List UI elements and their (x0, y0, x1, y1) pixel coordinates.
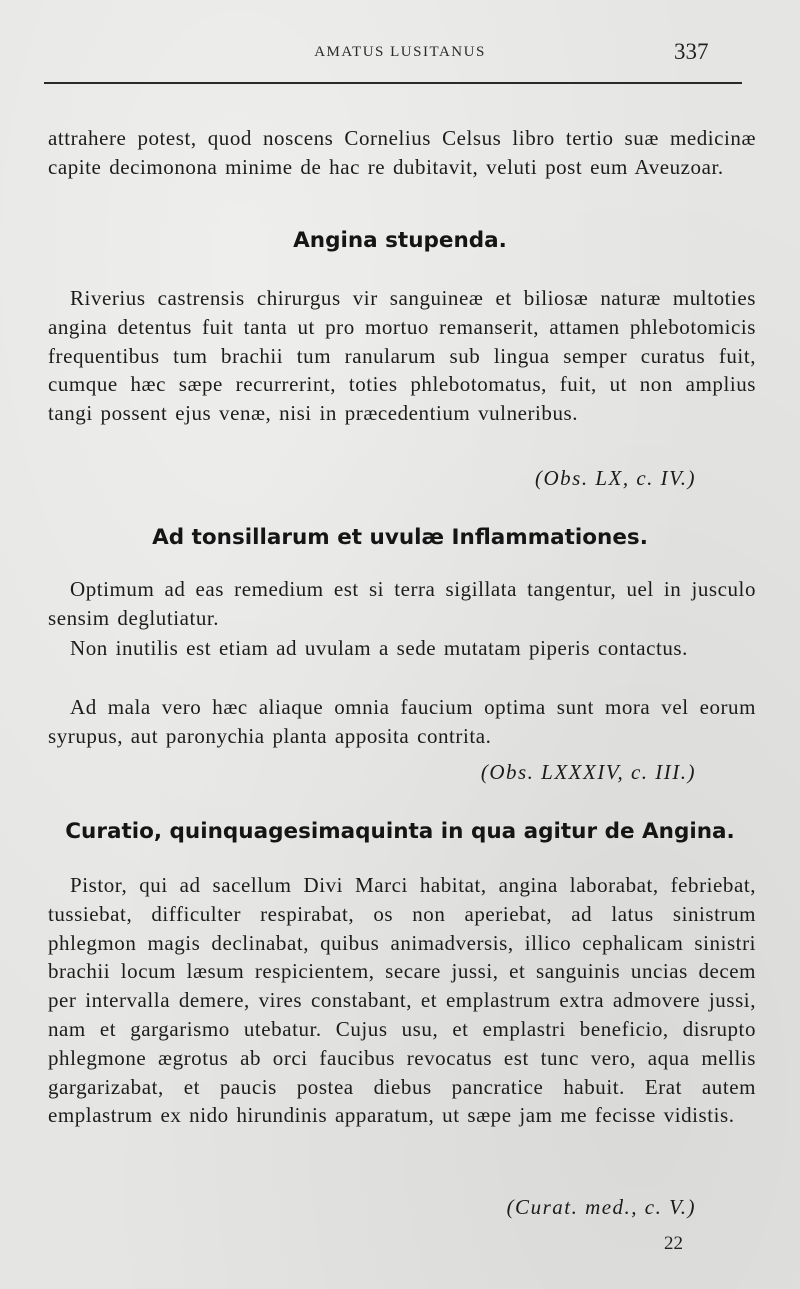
header-rule (44, 82, 742, 84)
section-heading-angina-stupenda: Angina stupenda. (293, 228, 507, 253)
section-heading-tonsillarum: Ad tonsillarum et uvulæ Inflammationes. (152, 525, 648, 550)
section-heading-curatio: Curatio, quinquagesimaquinta in qua agitur de Angina. (65, 819, 735, 844)
running-title: AMATUS LUSITANUS (314, 44, 486, 60)
section-3-source: (Curat. med., c. V.) (506, 1195, 696, 1219)
section-2-paragraph-3: Ad mala vero hæc aliaque omnia faucium optima sunt mora vel eorum syrupus, aut paronychia planta apposita contrita. (48, 695, 756, 748)
page-number: 337 (674, 39, 709, 64)
section-2-paragraph-1: Optimum ad eas remedium est si terra sigillata tangentur, uel in jusculo sensim deglutiatur. (48, 577, 756, 630)
section-2-paragraph-2: Non inutilis est etiam ad uvulam a sede mutatam piperis contactus. (70, 636, 688, 660)
section-3-paragraph: Pistor, qui ad sacellum Divi Marci habitat, angina laborabat, febriebat, tussiebat, difficulter respirabat, os non aperiebat, ad latus sinistrum phlegmon magis declinabat, quibus animadversis, illico cephalicam sinistri brachii locum læsum respicientem, secare jussi, et sanguinis uncias decem per intervalla demere, vires constabant, et emplastrum extra admovere jussi, nam et gargarismo utebatur. Cujus usu, et emplastri beneficio, disrupto phlegmone ægrotus ab orci faucibus revocatus est tunc vero, aqua mellis gargarizabat, et paucis postea diebus pancratice habuit. Erat autem emplastrum ex nido hirundinis apparatum, ut sæpe jam me fecisse vidistis. (48, 873, 756, 1128)
section-1-paragraph: Riverius castrensis chirurgus vir sanguineæ et biliosæ naturæ multoties angina detentus fuit tanta ut pro mortuo remanserit, attamen phlebotomicis frequentibus tum brachii tum ranularum sub lingua semper curatus fuit, cumque hæc sæpe recurrerint, toties phlebotomatus, fuit, ut non amplius tangi possent ejus venæ, nisi in præcedentium vulneribus. (48, 286, 756, 426)
signature-number: 22 (664, 1233, 683, 1254)
intro-paragraph: attrahere potest, quod noscens Cornelius Celsus libro tertio suæ medicinæ capite decimonona minime de hac re dubitavit, veluti post eum Aveuzoar. (48, 126, 756, 179)
section-1-source: (Obs. LX, c. IV.) (534, 466, 696, 490)
section-2-source: (Obs. LXXXIV, c. III.) (480, 760, 696, 784)
